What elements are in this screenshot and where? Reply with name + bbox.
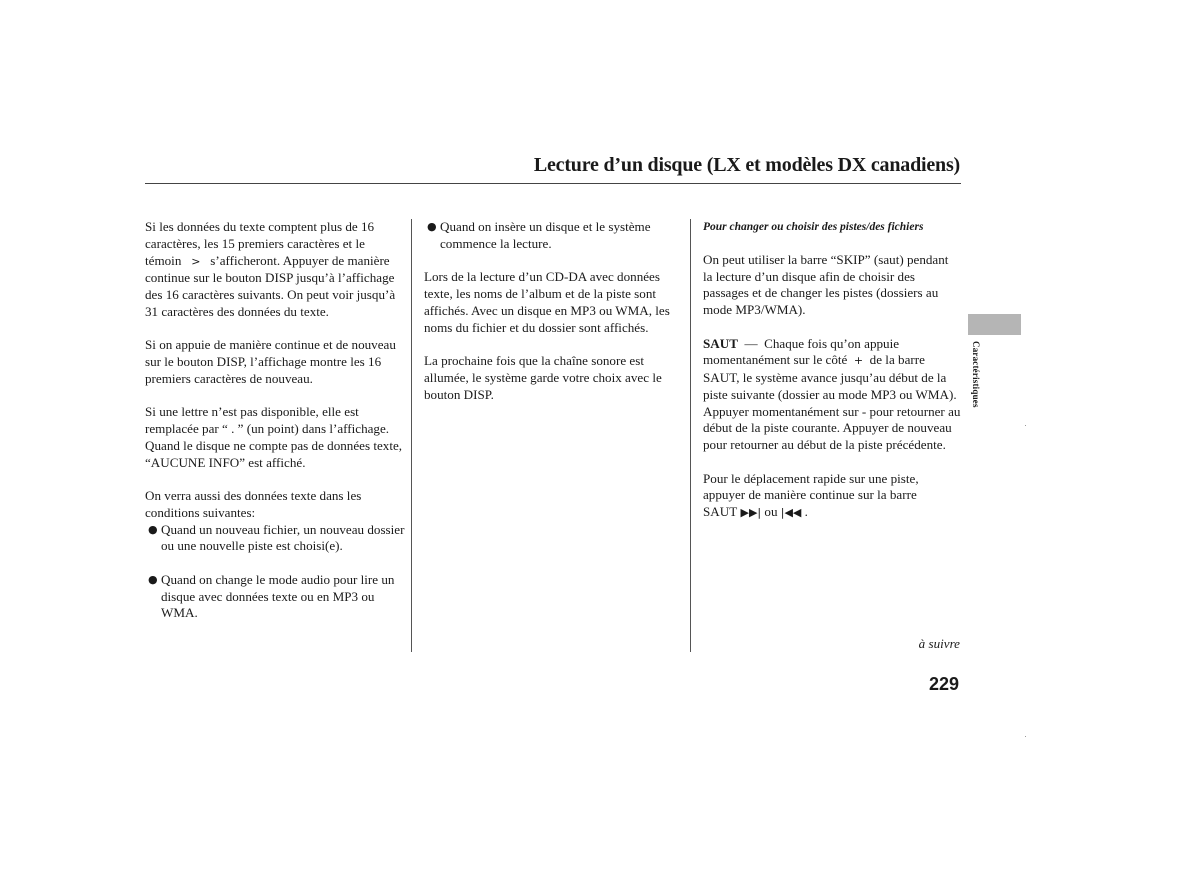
text: ou [764, 504, 778, 519]
text: Chaque fois qu’on appuie momentanément sur le côté [703, 335, 900, 368]
list-item [145, 522, 407, 556]
scan-speck [1025, 425, 1026, 426]
rewind-icon: |◀◀ [780, 506, 802, 519]
column-2 [424, 219, 682, 420]
paragraph-disp-repeat: Si on appuie de manière continue et de nouveau sur le bouton DISP, l’affichage montre les 16 premiers caractères de nouveau. [145, 337, 396, 386]
text: . [804, 504, 808, 519]
plus-icon: + [853, 354, 864, 368]
list-item-text: Quand un nouveau fichier, un nouveau dossier ou une nouvelle piste est choisi(e). [161, 521, 405, 554]
bullet-icon: ● [427, 220, 437, 233]
text: Si les données du texte comptent plus de 16 caractères, les 15 premiers caractères et le témoin [145, 219, 375, 268]
continued-label: à suivre [918, 636, 960, 651]
list-item-text: Quand on insère un disque et le système commence la lecture. [440, 219, 651, 251]
bullet-icon: ● [148, 572, 158, 586]
column-1 [145, 219, 407, 639]
scan-speck [1025, 736, 1026, 737]
section-tab [968, 314, 1021, 335]
paragraph-cd-da: Lors de la lecture d’un CD-DA avec données texte, les noms de l’album et de la piste sont affichés. Avec un disque en MP3 ou WMA, les noms du fichier et du dossier sont affichés. [424, 269, 670, 335]
section-tab-label: Caractéristiques [971, 341, 981, 408]
page-number: 229 [928, 674, 959, 694]
text: s’afficheront. Appuyer de manière continue sur le bouton DISP jusqu’à l’affichage des 16 caractères suivants. On peut voir jusqu’à 31 caractères des données du texte. [145, 252, 396, 319]
indicator-symbol: > [191, 254, 201, 268]
paragraph-text-length [145, 219, 407, 321]
column-divider [411, 219, 412, 652]
text: de la barre SAUT, le système avance jusqu’au début de la piste suivante (dossier au mode MP3 ou WMA). Appuyer momentanément sur - pour retourner au début de la piste courante. Appuyer de nouveau pour retourner au début de la piste précédente. [703, 352, 961, 452]
list-item [145, 572, 407, 622]
paragraph-skip-bar: On peut utiliser la barre “SKIP” (saut) pendant la lecture d’un disque afin de choisir des passages et de changer les pistes (dossiers au mode MP3/WMA). [703, 251, 949, 317]
bullet-icon: ● [148, 522, 158, 536]
paragraph-fast-move [703, 471, 961, 522]
text: Pour le déplacement rapide sur une piste, appuyer de manière continue sur la barre SAUT [703, 470, 919, 519]
section-heading: Pour changer ou choisir des pistes/des fichiers [703, 221, 924, 233]
em-dash: — [744, 335, 758, 351]
paragraph-conditions: On verra aussi des données texte dans les conditions suivantes: [145, 488, 362, 520]
page-title: Lecture d’un disque (LX et modèles DX canadiens) [533, 154, 960, 176]
list-item-text: Quand on change le mode audio pour lire un disque avec données texte ou en MP3 ou WMA. [161, 571, 395, 621]
saut-label: SAUT [703, 335, 738, 351]
column-3 [703, 219, 961, 539]
paragraph-unavailable-letter: Si une lettre n’est pas disponible, elle est remplacée par “ . ” (un point) dans l’affichage. Quand le disque ne compte pas de données texte, “AUCUNE INFO” est affiché. [145, 404, 403, 470]
paragraph-saut [703, 336, 961, 454]
title-divider [145, 183, 961, 184]
list-item [424, 219, 682, 253]
fast-forward-icon: ▶▶| [740, 506, 762, 519]
paragraph-next-time: La prochaine fois que la chaîne sonore est allumée, le système garde votre choix avec le bouton DISP. [424, 353, 662, 402]
column-divider [690, 219, 691, 652]
